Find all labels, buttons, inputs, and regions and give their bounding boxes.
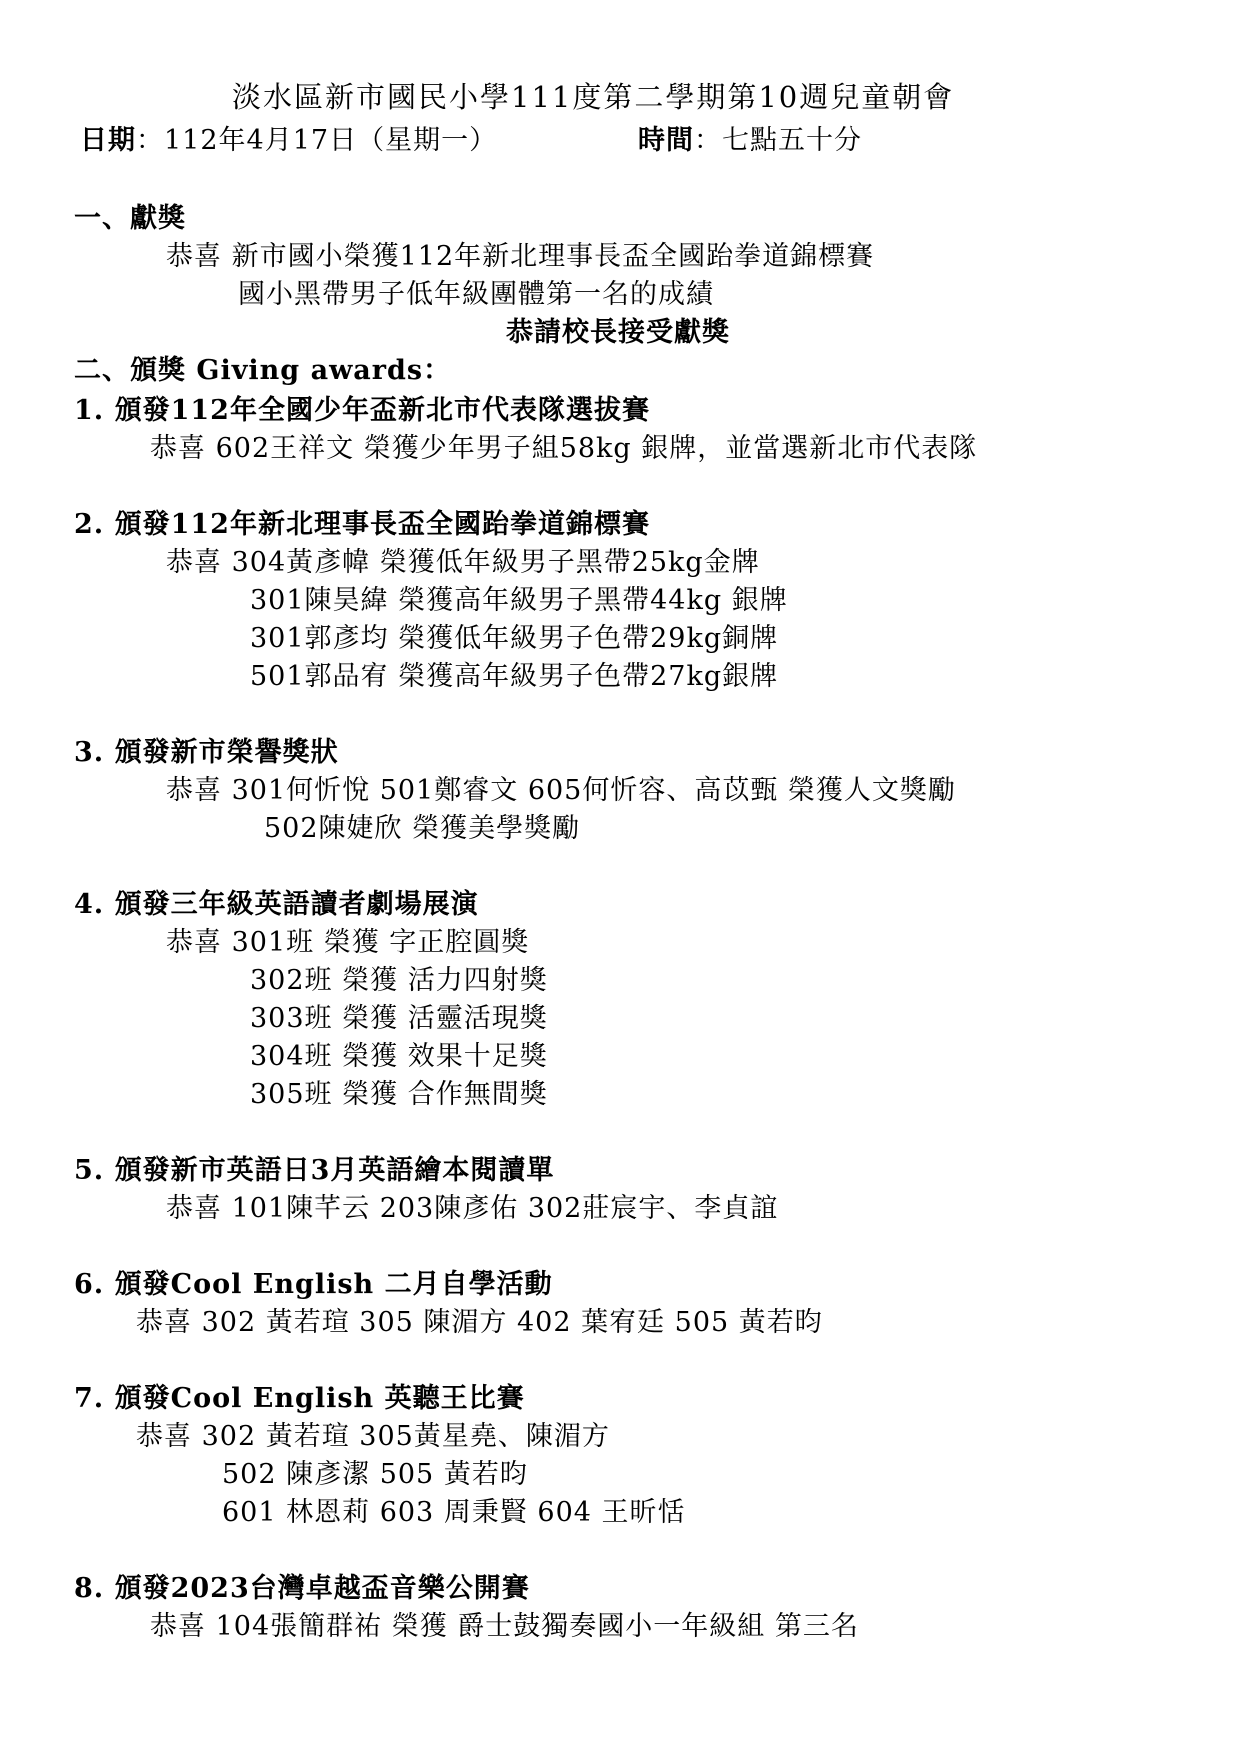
award-item-2-line-1: 恭喜 304黃彥幃 榮獲低年級男子黑帶25kg金牌 [166, 547, 760, 578]
award-item-8-line-1: 恭喜 104張簡群祐 榮獲 爵士鼓獨奏國小一年級組 第三名 [150, 1611, 859, 1642]
time-value: ：七點五十分 [694, 125, 862, 156]
award-item-3-line-1: 恭喜 301何忻悅 501鄭睿文 605何忻容、高苡甄 榮獲人文獎勵 [166, 775, 956, 806]
award-item-4-line-2: 302班 榮獲 活力四射獎 [250, 965, 548, 996]
date-label: 日期 [80, 125, 136, 156]
section2-heading: 二、頒獎 Giving awards： [74, 355, 452, 386]
award-item-2-line-2: 301陳昊緯 榮獲高年級男子黑帶44kg 銀牌 [250, 585, 788, 616]
award-item-6-title: 6. 頒發Cool English 二月自學活動 [74, 1269, 553, 1300]
award-item-4-line-4: 304班 榮獲 效果十足獎 [250, 1041, 548, 1072]
award-item-5-title: 5. 頒發新市英語日3月英語繪本閱讀單 [74, 1155, 555, 1186]
date-line [80, 124, 497, 158]
award-item-4-title: 4. 頒發三年級英語讀者劇場展演 [74, 889, 479, 920]
section1-line2: 國小黑帶男子低年級團體第一名的成績 [238, 279, 714, 310]
award-item-3-line-2: 502陳婕欣 榮獲美學獎勵 [264, 813, 581, 844]
award-item-7-line-1: 恭喜 302 黃若瑄 305黃星堯、陳湄方 [136, 1421, 610, 1452]
award-item-7-line-3: 601 林恩莉 603 周秉賢 604 王昕恬 [222, 1497, 686, 1528]
award-item-5-line-1: 恭喜 101陳芊云 203陳彥佑 302莊宸宇、李貞誼 [166, 1193, 779, 1224]
award-item-4-line-5: 305班 榮獲 合作無間獎 [250, 1079, 548, 1110]
award-item-2-line-4: 501郭品宥 榮獲高年級男子色帶27kg銀牌 [250, 661, 779, 692]
award-item-1-line-1: 恭喜 602王祥文 榮獲少年男子組58kg 銀牌，並當選新北市代表隊 [150, 433, 978, 464]
section1-heading: 一、獻獎 [74, 203, 186, 234]
date-value: ：112年4月17日（星期一） [136, 125, 498, 156]
section1-line3: 恭請校長接受獻獎 [506, 317, 730, 348]
award-item-7-line-2: 502 陳彥潔 505 黃若昀 [222, 1459, 528, 1490]
award-item-8-title: 8. 頒發2023台灣卓越盃音樂公開賽 [74, 1573, 530, 1604]
page-title: 淡水區新市國民小學111度第二學期第10週兒童朝會 [232, 80, 955, 114]
time-line [638, 124, 862, 158]
award-item-2-line-3: 301郭彥均 榮獲低年級男子色帶29kg銅牌 [250, 623, 779, 654]
award-item-3-title: 3. 頒發新市榮譽獎狀 [74, 737, 339, 768]
award-item-4-line-3: 303班 榮獲 活靈活現獎 [250, 1003, 548, 1034]
award-item-6-line-1: 恭喜 302 黃若瑄 305 陳湄方 402 葉宥廷 505 黃若昀 [136, 1307, 823, 1338]
award-item-7-title: 7. 頒發Cool English 英聽王比賽 [74, 1383, 525, 1414]
award-item-2-title: 2. 頒發112年新北理事長盃全國跆拳道錦標賽 [74, 509, 650, 540]
award-item-4-line-1: 恭喜 301班 榮獲 字正腔圓獎 [166, 927, 530, 958]
award-item-1-title: 1. 頒發112年全國少年盃新北市代表隊選拔賽 [74, 395, 650, 426]
section1-line1: 恭喜 新市國小榮獲112年新北理事長盃全國跆拳道錦標賽 [166, 241, 875, 272]
time-label: 時間 [638, 125, 694, 156]
